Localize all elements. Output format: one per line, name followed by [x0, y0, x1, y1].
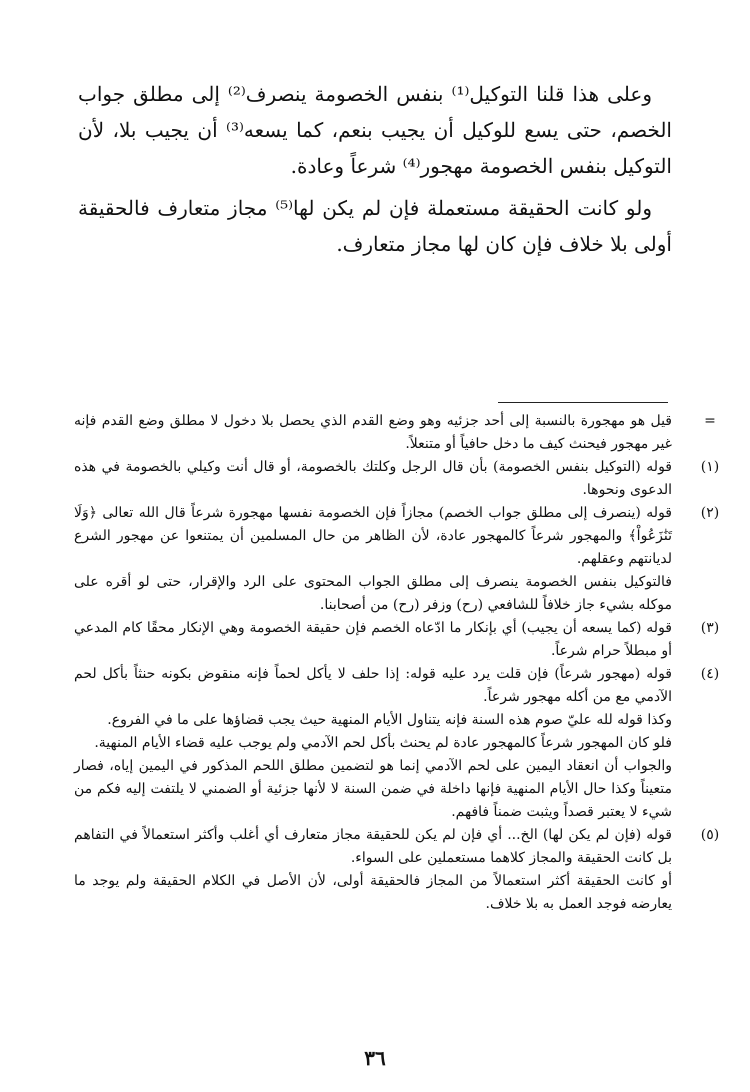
- footnote-paragraph: قيل هو مهجورة بالنسبة إلى أحد جزئيه وهو وضع القدم الذي يحصل بلا دخول لا مطلق وضع القدم فإنه غير مهجور فيحنث كيف ما دخل حافياً أو متنعلاً.: [74, 413, 672, 452]
- footnote-body: [74, 502, 688, 617]
- main-text: [78, 76, 672, 268]
- footnote-5: [74, 824, 720, 916]
- footnotes: [74, 410, 720, 916]
- footnote-paragraph: قوله (ينصرف إلى مطلق جواب الخصم) مجازاً فإن الخصومة نفسها مهجورة شرعاً قال الله تعالى ﴿وَلَا تَنَٰزَعُواْ﴾ والمهجور شرعاً كالمهجور عادة، لأن الظاهر من حال المسلمين أن يمتنعوا عن مهجور الشرع لديانتهم وعقلهم.: [74, 505, 672, 567]
- footnote-body: [74, 410, 688, 456]
- footnote-divider: [498, 402, 668, 403]
- footnote-paragraph: قوله (كما يسعه أن يجيب) أي بإنكار ما ادّعاه الخصم فإن حقيقة الخصومة وهي الإنكار محقًا كام المدعي أو مبطلاً حرام شرعاً.: [74, 620, 672, 659]
- footnote-marker: =: [704, 413, 716, 429]
- footnote-marker: (٢): [700, 505, 720, 521]
- footnote-marker: (٤): [700, 666, 720, 682]
- footnote-3: [74, 617, 720, 663]
- main-paragraph-2: ولو كانت الحقيقة مستعملة فإن لم يكن لها⁽⁵⁾ مجاز متعارف فالحقيقة أولى بلا خلاف فإن كان لها مجاز متعارف.: [78, 196, 672, 256]
- footnote-paragraph: وكذا قوله لله عليّ صوم هذه السنة فإنه يتناول الأيام المنهية حيث يجب قضاؤها على ما في الفروع.: [107, 712, 672, 728]
- footnote-paragraph: قوله (التوكيل بنفس الخصومة) بأن قال الرجل وكلتك بالخصومة، أو قال أنت وكيلي بالخصومة في هذه الدعوى ونحوها.: [74, 459, 672, 498]
- footnote-paragraph: أو كانت الحقيقة أكثر استعمالاً من المجاز فالحقيقة أولى، لأن الأصل في الكلام الحقيقة ولم يوجد ما يعارضه فوجد العمل به بلا خلاف.: [74, 873, 672, 912]
- footnote-body: [74, 617, 688, 663]
- footnote-marker: (١): [700, 459, 720, 475]
- footnote-body: [74, 824, 688, 916]
- footnote-1: [74, 456, 720, 502]
- footnote-body: [74, 456, 688, 502]
- footnote-paragraph: قوله (فإن لم يكن لها) الخ... أي فإن لم يكن للحقيقة مجاز متعارف أي أغلب وأكثر استعمالاً في التفاهم بل كانت الحقيقة والمجاز كلاهما مستعملين على السواء.: [74, 827, 672, 866]
- footnote-paragraph: والجواب أن انعقاد اليمين على لحم الآدمي إنما هو لتضمين مطلق اللحم المذكور في اليمين إياه، فصار متعيناً وكذا حال الأيام المنهية فإنها داخلة في ضمن السنة لا لأنها جزئية أو الضمني لا يلتفت إليه فكم من شيء لا يعتبر قصداً ويثبت ضمناً فافهم.: [74, 758, 672, 820]
- footnote-marker: (٣): [700, 620, 720, 636]
- footnote-body: [74, 663, 688, 824]
- footnote-4: [74, 663, 720, 824]
- footnote-paragraph: فالتوكيل بنفس الخصومة ينصرف إلى مطلق الجواب المحتوى على الرد والإقرار، حتى لو أقره على موكله بشيء جاز خلافاً للشافعي (رح) وزفر (رح) من أصحابنا.: [74, 574, 672, 613]
- footnote-paragraph: قوله (مهجور شرعاً) فإن قلت يرد عليه قوله: إذا حلف لا يأكل لحماً فإنه منقوض بكونه حنثاً بأكل لحم الآدمي مع من أكله مهجور شرعاً.: [74, 666, 672, 705]
- footnote-2: [74, 502, 720, 617]
- main-paragraph-1: وعلى هذا قلنا التوكيل⁽¹⁾ بنفس الخصومة ينصرف⁽²⁾ إلى مطلق جواب الخصم، حتى يسع للوكيل أن يجيب بنعم، كما يسعه⁽³⁾ أن يجيب بلا، لأن التوكيل بنفس الخصومة مهجور⁽⁴⁾ شرعاً وعادة.: [78, 82, 672, 178]
- page-number: ٣٦: [364, 1046, 386, 1070]
- footnote-paragraph: فلو كان المهجور شرعاً كالمهجور عادة لم يحنث بأكل لحم الآدمي ولم يوجب عليه قضاء الأيام المنهية.: [94, 735, 672, 751]
- footnote-marker: (٥): [700, 827, 720, 843]
- footnote-continued: [74, 410, 716, 456]
